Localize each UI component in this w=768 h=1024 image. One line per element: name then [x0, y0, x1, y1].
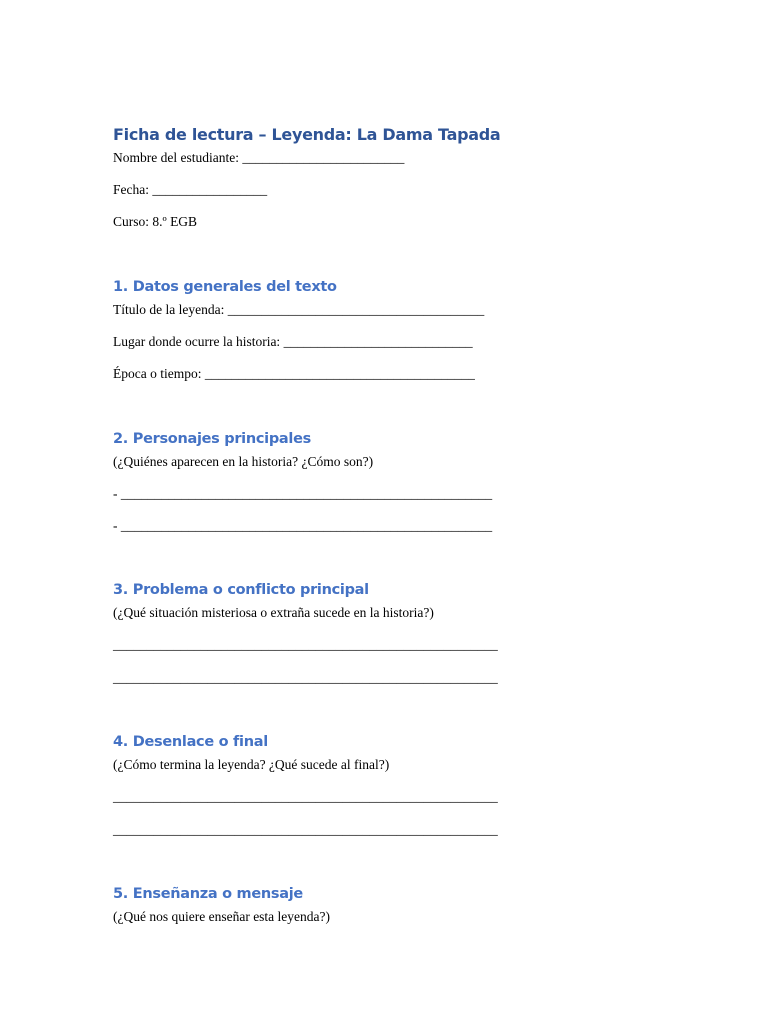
section-1-line-time: Época o tiempo: ________________________________________: [113, 366, 475, 381]
section-3-prompt: (¿Qué situación misteriosa o extraña sucede en la historia?): [113, 605, 434, 620]
section-2-answer-line: - _______________________________________________________: [113, 486, 493, 501]
section-1-line-title: Título de la leyenda: ______________________________________: [113, 302, 485, 317]
section-3-answer-line: _________________________________________________________: [113, 637, 498, 652]
section-1-heading: 1. Datos generales del texto: [113, 279, 337, 295]
section-3-heading: 3. Problema o conflicto principal: [113, 582, 369, 598]
course-line: Curso: 8.º EGB: [113, 214, 198, 229]
document-title: Ficha de lectura – Leyenda: La Dama Tapada: [113, 125, 501, 144]
section-5-heading: 5. Enseñanza o mensaje: [113, 886, 303, 902]
section-5-prompt: (¿Qué nos quiere enseñar esta leyenda?): [113, 909, 331, 924]
section-1-line-place: Lugar donde ocurre la historia: ____________________________: [113, 334, 473, 349]
section-4-heading: 4. Desenlace o final: [113, 734, 268, 750]
section-2-answer-line: - _______________________________________________________: [113, 518, 493, 533]
section-2-heading: 2. Personajes principales: [113, 431, 311, 447]
section-2-prompt: (¿Quiénes aparecen en la historia? ¿Cómo son?): [113, 454, 374, 469]
student-name-line: Nombre del estudiante: ________________________: [113, 150, 405, 165]
section-4-answer-line: _________________________________________________________: [113, 789, 498, 804]
section-3-answer-line: _________________________________________________________: [113, 670, 498, 685]
section-4-answer-line: _________________________________________________________: [113, 822, 498, 837]
date-line: Fecha: _________________: [113, 182, 268, 197]
section-4-prompt: (¿Cómo termina la leyenda? ¿Qué sucede al final?): [113, 757, 390, 772]
